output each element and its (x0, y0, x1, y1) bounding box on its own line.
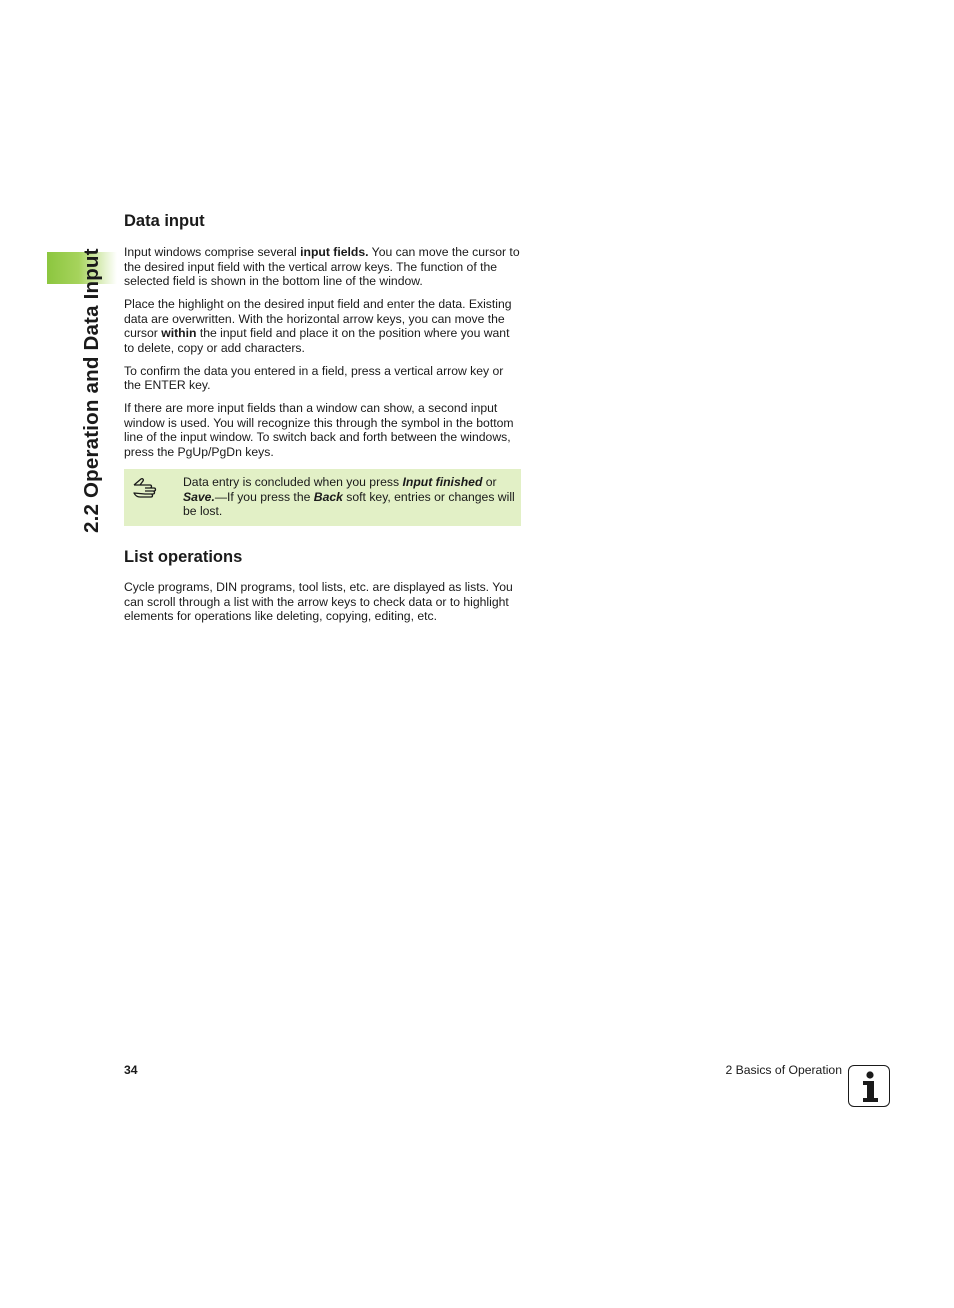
note-box (124, 469, 521, 526)
paragraph-confirm: To confirm the data you entered in a field, press a vertical arrow key or the ENTER key. (124, 363, 504, 392)
pointing-hand-icon (131, 477, 163, 501)
paragraph-input-fields: Input windows comprise several input fields. You can move the cursor to the desired input field with the vertical arrow keys. The function of the selected field is shown in the bottom line of the window. (124, 245, 520, 288)
side-chapter-title: 2.2 Operation and Data Input (80, 248, 103, 533)
note-text: Data entry is concluded when you press Input finished or Save.—If you press the Back soft key, entries or changes will be lost. (183, 475, 515, 518)
info-icon (848, 1065, 890, 1107)
heading-data-input: Data input (124, 212, 205, 230)
paragraph-list-operations: Cycle programs, DIN programs, tool lists, etc. are displayed as lists. You can scroll through a list with the arrow keys to check data or to highlight elements for operations like deleting, copying, editing, etc. (124, 580, 513, 623)
paragraph-highlight: Place the highlight on the desired input field and enter the data. Existing data are overwritten. With the horizontal arrow keys, you can move the cursor within the input field and place it on the position where you want to delete, copy or add characters. (124, 297, 512, 355)
page-number: 34 (124, 1063, 138, 1077)
heading-list-operations: List operations (124, 548, 243, 566)
footer-chapter-title: 2 Basics of Operation (725, 1063, 842, 1077)
main-content (124, 210, 520, 624)
paragraph-second-window: If there are more input fields than a window can show, a second input window is used. You will recognize this through the symbol in the bottom line of the input window. To switch back and forth between the windows, press the PgUp/PgDn keys. (124, 401, 514, 459)
